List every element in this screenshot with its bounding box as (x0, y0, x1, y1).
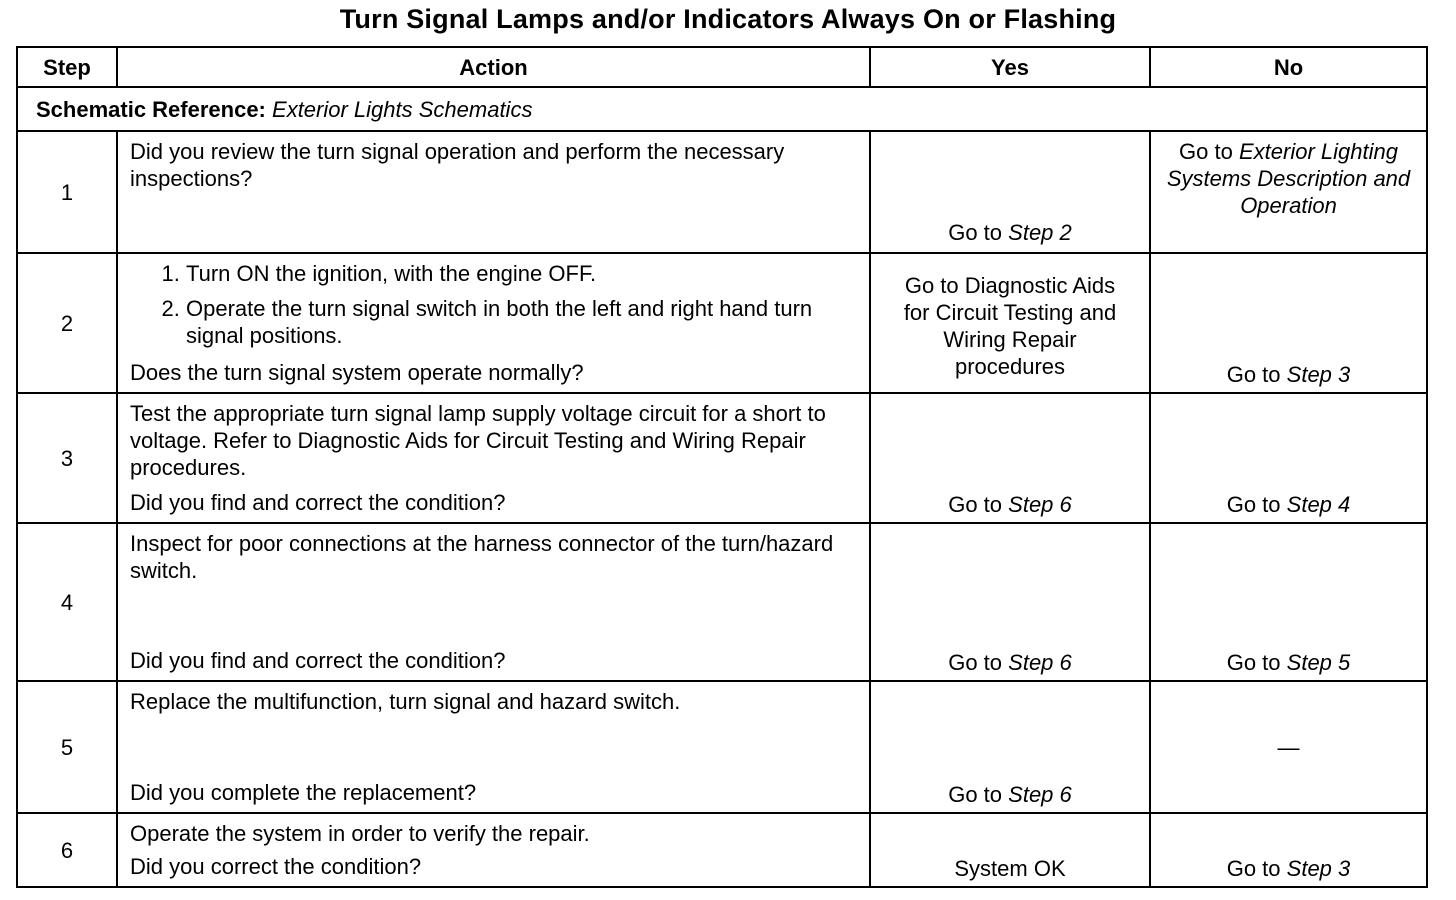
yes-step-link[interactable]: Step 6 (1008, 492, 1072, 517)
diagnostic-table (16, 46, 1428, 888)
step-number: 1 (17, 131, 117, 253)
action-cell (117, 253, 870, 393)
yes-prefix: Go to (948, 220, 1003, 245)
no-step-link[interactable]: Step 3 (1286, 362, 1351, 387)
action-cell (117, 813, 870, 887)
header-yes: Yes (870, 47, 1150, 87)
yes-step-link[interactable]: Step 6 (1008, 650, 1072, 675)
yes-prefix: Go to (948, 650, 1003, 675)
no-prefix: Go to (1226, 362, 1281, 387)
yes-cell (870, 131, 1150, 253)
header-no: No (1150, 47, 1427, 87)
list-item: 2. Operate the turn signal switch in both the left and right hand turn signal positions. (186, 295, 859, 349)
action-question: Did you complete the replacement? (130, 780, 477, 805)
action-text: Test the appropriate turn signal lamp supply voltage circuit for a short to voltage. Refer to Diagnostic Aids for Circuit Testing and Wiring Repair procedures. (130, 401, 826, 480)
action-question: Does the turn signal system operate normally? (130, 360, 584, 385)
yes-cell (870, 681, 1150, 813)
list-item: 1. Turn ON the ignition, with the engine OFF. (186, 260, 859, 287)
table-row (17, 813, 1427, 887)
yes-cell (870, 253, 1150, 393)
action-list (130, 260, 859, 357)
action-text: Inspect for poor connections at the harness connector of the turn/hazard switch. (130, 531, 834, 583)
action-text: Operate the system in order to verify the repair. (130, 821, 590, 846)
yes-prefix: Go to (948, 492, 1003, 517)
yes-cell (870, 393, 1150, 523)
no-cell (1150, 253, 1427, 393)
page-title: Turn Signal Lamps and/or Indicators Always On or Flashing (339, 4, 1117, 34)
action-question: Did you find and correct the condition? (130, 648, 506, 673)
step-number: 2 (17, 253, 117, 393)
no-cell (1150, 813, 1427, 887)
header-row (17, 47, 1427, 87)
step-number: 3 (17, 393, 117, 523)
schematic-reference (17, 87, 1427, 131)
table-row (17, 131, 1427, 253)
no-cell (1150, 393, 1427, 523)
table-row (17, 393, 1427, 523)
table-row (17, 523, 1427, 681)
table-row (17, 681, 1427, 813)
no-dash: — (1277, 734, 1300, 760)
no-step-link[interactable]: Step 5 (1286, 650, 1351, 675)
no-prefix: Go to (1226, 856, 1281, 881)
step-number: 6 (17, 813, 117, 887)
no-prefix: Go to (1226, 650, 1281, 675)
no-prefix: Go to (1226, 492, 1281, 517)
header-action: Action (117, 47, 870, 87)
no-prefix: Go to (1179, 139, 1233, 164)
no-step-link[interactable]: Step 4 (1286, 492, 1351, 517)
no-cell (1150, 523, 1427, 681)
yes-step-link[interactable]: Step 2 (1008, 220, 1072, 245)
action-text: Did you review the turn signal operation and perform the necessary inspections? (130, 139, 785, 191)
yes-step-link[interactable]: Step 6 (1008, 782, 1072, 807)
schematic-link[interactable]: Exterior Lights Schematics (272, 96, 533, 122)
yes-cell (870, 813, 1150, 887)
action-cell (117, 131, 870, 253)
step-number: 5 (17, 681, 117, 813)
schematic-row (17, 87, 1427, 131)
no-cell (1150, 131, 1427, 253)
step-number: 4 (17, 523, 117, 681)
action-question: Did you correct the condition? (130, 854, 422, 879)
action-question: Did you find and correct the condition? (130, 490, 506, 515)
table-row (17, 253, 1427, 393)
action-cell (117, 523, 870, 681)
yes-link[interactable]: Go to Diagnostic Aids for Circuit Testing and Wiring Repair procedures (903, 273, 1117, 379)
schematic-label: Schematic Reference: (36, 96, 266, 122)
yes-prefix: Go to (948, 782, 1003, 807)
action-cell (117, 681, 870, 813)
yes-cell (870, 523, 1150, 681)
no-ref-link[interactable]: Exterior Lighting Systems Description and Operation (1166, 139, 1411, 218)
header-step: Step (17, 47, 117, 87)
action-text: Replace the multifunction, turn signal and hazard switch. (130, 689, 681, 714)
no-cell (1150, 681, 1427, 813)
yes-result: System OK (954, 856, 1066, 881)
action-cell (117, 393, 870, 523)
no-step-link[interactable]: Step 3 (1286, 856, 1351, 881)
